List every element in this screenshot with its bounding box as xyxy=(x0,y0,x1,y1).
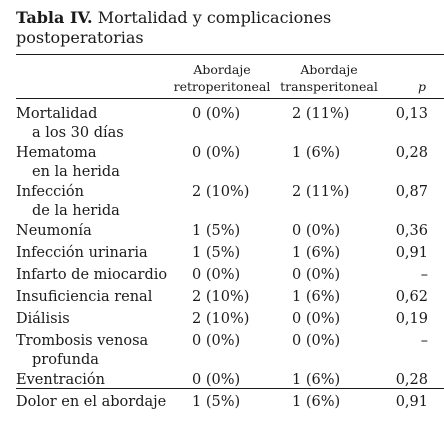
row-label xyxy=(16,220,92,242)
row-label-continuation: de la herida xyxy=(32,203,120,219)
cell-transperitoneal: 0 (0%) xyxy=(292,311,341,327)
table-caption xyxy=(16,8,436,48)
cell-retroperitoneal: 0 (0%) xyxy=(192,106,241,122)
table-row xyxy=(16,308,444,330)
cell-retroperitoneal: 2 (10%) xyxy=(192,311,250,327)
cell-transperitoneal: 0 (0%) xyxy=(292,267,341,283)
header-rule xyxy=(16,98,444,99)
row-label-main: Hematoma xyxy=(16,145,97,161)
row-label-main: Neumonía xyxy=(16,223,92,239)
cell-retroperitoneal: 1 (5%) xyxy=(192,245,241,261)
cell-transperitoneal: 1 (6%) xyxy=(292,372,341,388)
row-label xyxy=(16,181,120,220)
row-label-continuation: a los 30 días xyxy=(32,125,124,141)
table-body xyxy=(16,103,444,413)
cell-p-value: 0,28 xyxy=(395,145,428,161)
row-label xyxy=(16,391,166,413)
cell-retroperitoneal: 0 (0%) xyxy=(192,145,241,161)
cell-p-value: 0,91 xyxy=(395,245,428,261)
table-row xyxy=(16,220,444,242)
row-label xyxy=(16,286,152,308)
row-label-main: Infección urinaria xyxy=(16,245,148,261)
table-row xyxy=(16,181,444,220)
cell-p-value: 0,19 xyxy=(395,311,428,327)
table-title: Mortalidad y complicaciones postoperatorias xyxy=(16,8,332,47)
cell-retroperitoneal: 0 (0%) xyxy=(192,372,241,388)
cell-p-value: – xyxy=(420,333,428,349)
table-row xyxy=(16,242,444,264)
row-label xyxy=(16,330,148,369)
cell-p-value: 0,36 xyxy=(395,223,428,239)
row-label-main: Eventración xyxy=(16,372,105,388)
row-label-main: Mortalidad xyxy=(16,106,98,122)
row-label xyxy=(16,142,120,181)
cell-p-value: – xyxy=(420,267,428,283)
row-label xyxy=(16,103,124,142)
cell-retroperitoneal: 1 (5%) xyxy=(192,394,241,410)
table-row xyxy=(16,286,444,308)
cell-p-value: 0,91 xyxy=(395,394,428,410)
cell-retroperitoneal: 0 (0%) xyxy=(192,267,241,283)
header-p-value: p xyxy=(417,79,426,94)
cell-p-value: 0,28 xyxy=(395,372,428,388)
cell-transperitoneal: 0 (0%) xyxy=(292,223,341,239)
cell-transperitoneal: 1 (6%) xyxy=(292,245,341,261)
table-row xyxy=(16,391,444,413)
row-label-main: Trombosis venosa xyxy=(16,333,149,349)
cell-transperitoneal: 1 (6%) xyxy=(292,394,341,410)
row-label-main: Dolor en el abordaje xyxy=(16,394,167,410)
table-row xyxy=(16,264,444,286)
row-label-main: Infarto de miocardio xyxy=(16,267,168,283)
row-label-continuation: profunda xyxy=(32,352,99,368)
cell-transperitoneal: 1 (6%) xyxy=(292,145,341,161)
table-row xyxy=(16,330,444,369)
cell-transperitoneal: 1 (6%) xyxy=(292,289,341,305)
cell-retroperitoneal: 2 (10%) xyxy=(192,289,250,305)
cell-p-value: 0,62 xyxy=(395,289,428,305)
row-label-main: Infección xyxy=(16,184,84,200)
cell-retroperitoneal: 1 (5%) xyxy=(192,223,241,239)
header-retroperitoneal: Abordaje retroperitoneal xyxy=(173,62,271,94)
row-label-continuation: en la herida xyxy=(32,164,120,180)
row-label-main: Diálisis xyxy=(16,311,70,327)
row-label xyxy=(16,308,70,330)
cell-transperitoneal: 2 (11%) xyxy=(292,184,350,200)
row-label xyxy=(16,264,167,286)
cell-p-value: 0,87 xyxy=(395,184,428,200)
top-rule xyxy=(16,54,444,55)
header-transperitoneal: Abordaje transperitoneal xyxy=(280,62,378,94)
cell-retroperitoneal: 2 (10%) xyxy=(192,184,250,200)
cell-transperitoneal: 2 (11%) xyxy=(292,106,350,122)
cell-p-value: 0,13 xyxy=(395,106,428,122)
cell-retroperitoneal: 0 (0%) xyxy=(192,333,241,349)
cell-transperitoneal: 0 (0%) xyxy=(292,333,341,349)
table-row xyxy=(16,103,444,142)
table-label: Tabla IV. xyxy=(16,8,93,27)
bottom-rule xyxy=(16,388,444,389)
table-row xyxy=(16,142,444,181)
row-label-main: Insuficiencia renal xyxy=(16,289,153,305)
row-label xyxy=(16,242,148,264)
